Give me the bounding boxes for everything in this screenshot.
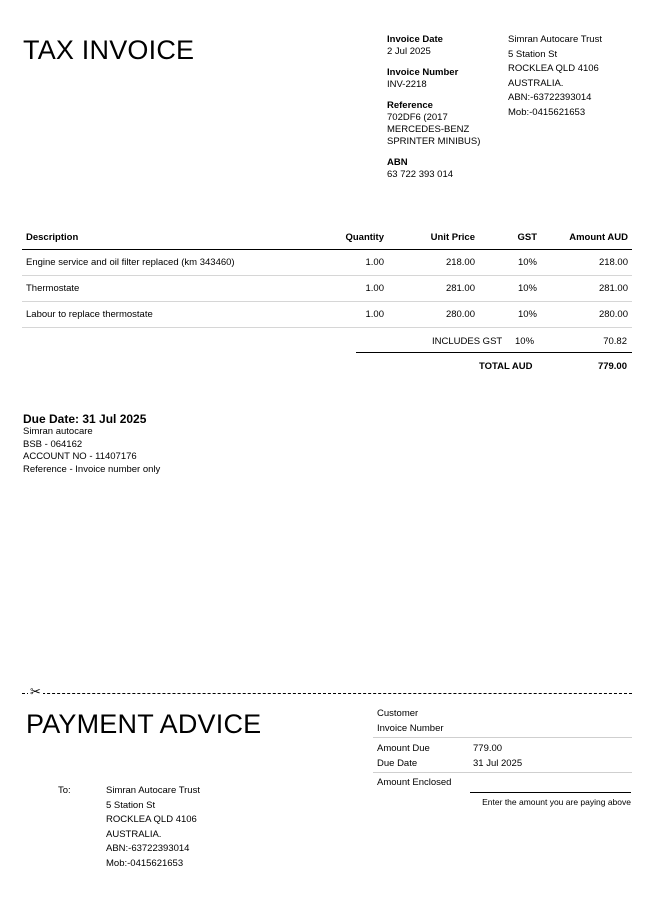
cut-line: [22, 693, 632, 694]
payment-advice-title: PAYMENT ADVICE: [26, 709, 262, 739]
payment-details: [23, 426, 160, 476]
to-abn: ABN:-63722393014: [106, 843, 190, 854]
row-unit-price: 280.00: [388, 302, 479, 328]
bsb: BSB - 064162: [23, 438, 83, 450]
invoice-date: 2 Jul 2025: [387, 46, 431, 57]
totals-divider: [356, 352, 632, 353]
business-abn: ABN:-63722393014: [508, 92, 592, 103]
row-gst: 10%: [479, 276, 541, 302]
scissors-icon: ✂: [30, 684, 41, 699]
abn-label: ABN: [387, 157, 408, 168]
row-amount: 218.00: [541, 250, 632, 276]
to-street: 5 Station St: [106, 799, 156, 811]
includes-gst-label: INCLUDES GST: [432, 336, 503, 347]
reference-label: Reference: [387, 100, 433, 111]
table-row: [22, 302, 632, 328]
row-gst: 10%: [479, 250, 541, 276]
amount-enclosed-label: Amount Enclosed: [377, 777, 452, 788]
payment-reference: Reference - Invoice number only: [23, 463, 161, 475]
line-items-table: [22, 225, 632, 328]
enclosed-hint: Enter the amount you are paying above: [482, 797, 631, 807]
advice-due-date-value: 31 Jul 2025: [473, 758, 523, 769]
business-name: Simran Autocare Trust: [508, 34, 602, 45]
amount-due-value: 779.00: [473, 743, 503, 754]
table-header-row: [22, 225, 632, 250]
invoice-number: INV-2218: [387, 79, 427, 90]
reference-line: 702DF6 (2017: [387, 112, 448, 123]
row-quantity: 1.00: [312, 276, 388, 302]
to-mobile: Mob:-0415621653: [106, 857, 184, 869]
row-unit-price: 281.00: [388, 276, 479, 302]
total-label: TOTAL AUD: [479, 361, 533, 372]
includes-gst-rate: 10%: [515, 336, 535, 347]
business-country: AUSTRALIA.: [508, 77, 564, 89]
table-row: [22, 276, 632, 302]
row-gst: 10%: [479, 302, 541, 328]
row-amount: 280.00: [541, 302, 632, 328]
invoice-number-label: Invoice Number: [387, 67, 459, 78]
col-gst: GST: [479, 225, 541, 250]
due-date-heading: Due Date: 31 Jul 2025: [23, 412, 147, 426]
to-address: [106, 784, 200, 871]
row-description: Engine service and oil filter replaced (km 343460): [22, 250, 312, 276]
advice-due-date-label: Due Date: [377, 758, 418, 769]
amount-due-label: Amount Due: [377, 743, 430, 754]
advice-invoice-number-label: Invoice Number: [377, 723, 444, 734]
to-name: Simran Autocare Trust: [106, 785, 200, 796]
row-quantity: 1.00: [312, 302, 388, 328]
business-address: [508, 33, 602, 120]
advice-divider: [373, 737, 632, 738]
to-label: To:: [58, 785, 71, 796]
row-amount: 281.00: [541, 276, 632, 302]
col-description: Description: [22, 225, 312, 250]
total-amount: 779.00: [597, 361, 627, 372]
col-amount: Amount AUD: [541, 225, 632, 250]
includes-gst-amount: 70.82: [603, 336, 627, 347]
invoice-date-label: Invoice Date: [387, 34, 443, 45]
to-suburb: ROCKLEA QLD 4106: [106, 814, 197, 825]
account-number: ACCOUNT NO - 11407176: [23, 451, 137, 462]
payee-name: Simran autocare: [23, 426, 93, 437]
business-suburb: ROCKLEA QLD 4106: [508, 63, 599, 74]
row-quantity: 1.00: [312, 250, 388, 276]
col-quantity: Quantity: [312, 225, 388, 250]
customer-label: Customer: [377, 708, 419, 719]
row-description: Labour to replace thermostate: [22, 302, 312, 328]
advice-divider: [373, 772, 632, 773]
row-description: Thermostate: [22, 276, 312, 302]
to-country: AUSTRALIA.: [106, 828, 162, 840]
business-mobile: Mob:-0415621653: [508, 106, 586, 118]
table-row: [22, 250, 632, 276]
reference-line: MERCEDES-BENZ: [387, 124, 470, 135]
amount-enclosed-field[interactable]: [470, 792, 631, 793]
row-unit-price: 218.00: [388, 250, 479, 276]
page-title: TAX INVOICE: [23, 35, 195, 65]
business-street: 5 Station St: [508, 48, 558, 60]
invoice-meta: [387, 34, 502, 190]
abn-value: 63 722 393 014: [387, 169, 454, 180]
col-unit-price: Unit Price: [388, 225, 479, 250]
reference-line: SPRINTER MINIBUS): [387, 136, 481, 147]
